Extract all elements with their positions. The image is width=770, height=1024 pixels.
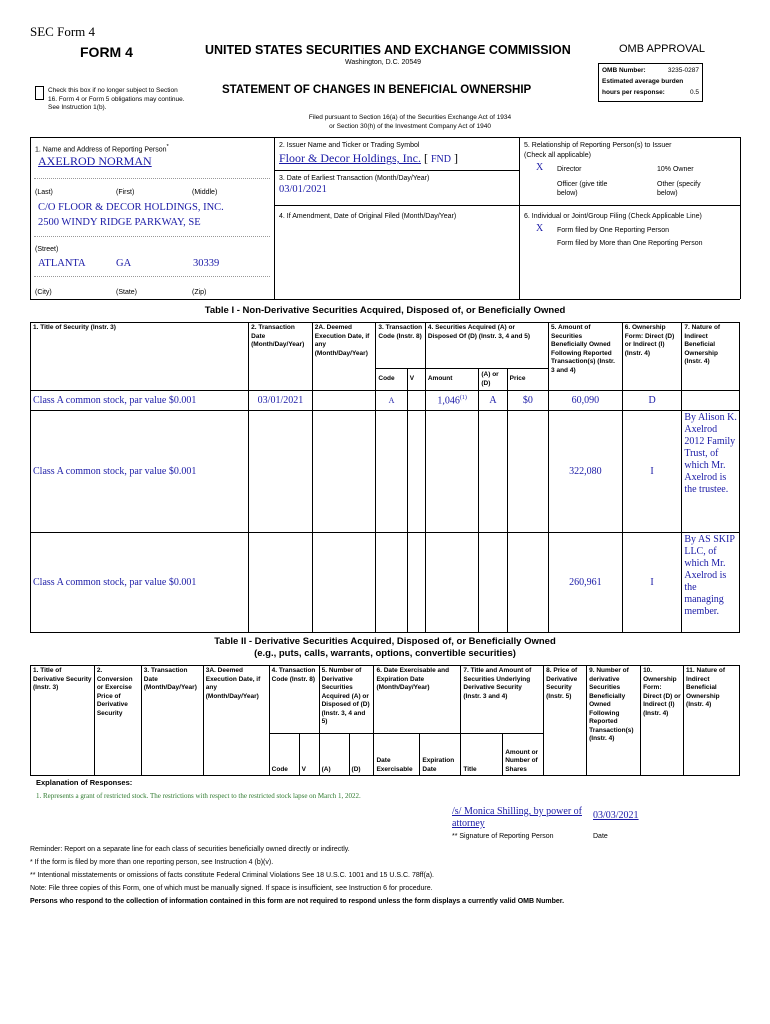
t2-h4: 4. Transaction Code (Instr. 8): [269, 666, 319, 734]
t2-title: Title: [461, 734, 503, 776]
t1-r1-amount-cell: [425, 391, 479, 411]
t1-r3-owned: 260,961: [549, 533, 623, 633]
page-label: SEC Form 4: [30, 24, 96, 39]
footnote-1: 1. Represents a grant of restricted stock. The restrictions with respect to the restricted stock lapse on March 1, 2022.: [36, 792, 361, 800]
t1-r3-empty: [479, 533, 507, 633]
t1-code: Code: [376, 369, 407, 391]
box2-label: 2. Issuer Name and Ticker or Trading Symbol: [279, 142, 420, 149]
filed-pursuant-line2: or Section 30(h) of the Investment Company Act of 1940: [329, 123, 491, 130]
omb-hours: 0.5: [689, 89, 699, 96]
checkbox-instruction: Check this box if no longer subject to Section 16. Form 4 or Form 5 obligations may continue. See Instruction 1(b).: [48, 87, 185, 111]
t1-h4: 4. Securities Acquired (A) or Disposed Of (D) (Instr. 3, 4 and 5): [425, 323, 548, 369]
divider: [30, 137, 740, 138]
t2-h2: 2. Conversion or Exercise Price of Derivative Security: [94, 666, 141, 776]
t1-r1-amount: 1,046: [437, 395, 460, 407]
agency-title: UNITED STATES SECURITIES AND EXCHANGE COMMISSION: [205, 43, 571, 57]
table2-subtitle: (e.g., puts, calls, warrants, options, convertible securities): [254, 648, 516, 659]
divider: [274, 205, 740, 206]
signature-date: 03/03/2021: [593, 810, 639, 821]
t2-amount: Amount or Number of Shares: [503, 734, 544, 776]
t2-h7: 7. Title and Amount of Securities Underlying Derivative Security (Instr. 3 and 4): [461, 666, 544, 734]
t1-r2-owned: 322,080: [549, 411, 623, 533]
t1-r3-nature: By AS SKIP LLC, of which Mr. Axelrod is the managing member.: [682, 533, 740, 633]
state-value: GA: [116, 258, 132, 269]
agency-city: Washington, D.C. 20549: [345, 59, 422, 66]
table1-title: Table I - Non-Derivative Securities Acquired, Disposed of, or Beneficially Owned: [204, 305, 566, 316]
footer-note-multiple: * If the form is filed by more than one reporting person, see Instruction 4 (b)(v).: [30, 859, 274, 866]
t2-h9: 9. Number of derivative Securities Beneficially Owned Following Reported Transaction(s) (Instr. 4): [587, 666, 641, 776]
t1-r2-nature: By Alison K. Axelrod 2012 Family Trust, of which Mr. Axelrod is the trustee.: [682, 411, 740, 533]
divider: [274, 137, 275, 299]
t2-h3: 3. Transaction Date (Month/Day/Year): [141, 666, 203, 776]
form-title: FORM 4: [80, 44, 133, 60]
state-label: (State): [116, 289, 138, 296]
t1-r1-deemed: [312, 391, 376, 411]
footer-omb-notice: Persons who respond to the collection of information contained in this form are not required to respond unless the form displays a currently valid OMB Number.: [30, 898, 565, 905]
t1-r2-empty: [407, 411, 425, 533]
omb-title: OMB APPROVAL: [619, 43, 705, 55]
officer-label: Officer (give title below): [557, 181, 608, 197]
ticker-bracket-open: [: [423, 151, 428, 165]
name-line: [34, 178, 270, 179]
box1-label: [35, 143, 169, 154]
filed-pursuant-line1: Filed pursuant to Section 16(a) of the Securities Exchange Act of 1934: [308, 114, 512, 121]
t1-r3-title: Class A common stock, par value $0.001: [31, 533, 249, 633]
signature-date-label: Date: [593, 833, 608, 840]
t1-price: Price: [507, 369, 548, 391]
divider: [274, 170, 519, 171]
zip-value: 30339: [193, 258, 220, 269]
t1-r2-empty: [312, 411, 376, 533]
t2-h3a: 3A. Deemed Execution Date, if any (Month/Day/Year): [203, 666, 269, 776]
t1-r3-empty: [312, 533, 376, 633]
divider: [740, 137, 741, 299]
statement-title: STATEMENT OF CHANGES IN BENEFICIAL OWNERSHIP: [222, 84, 532, 96]
t1-h6: 6. Ownership Form: Direct (D) or Indirect (I) (Instr. 4): [622, 323, 682, 391]
t1-r1-title: Class A common stock, par value $0.001: [31, 391, 249, 411]
footer-reminder: Reminder: Report on a separate line for each class of securities beneficially owned directly or indirectly.: [30, 846, 350, 853]
t1-r2-empty: [507, 411, 548, 533]
address-line2: 2500 WINDY RIDGE PARKWAY, SE: [38, 217, 201, 228]
other-label: Other (specify below): [657, 181, 701, 197]
table2: [30, 665, 740, 776]
t1-h1: 1. Title of Security (Instr. 3): [31, 323, 249, 391]
one-person-check[interactable]: X: [536, 223, 544, 234]
first-label: (First): [116, 189, 135, 196]
t1-r1-price: $0: [507, 391, 548, 411]
t1-r2-empty: [479, 411, 507, 533]
t2-h6: 6. Date Exercisable and Expiration Date (Month/Day/Year): [374, 666, 461, 734]
t1-r3-form: I: [622, 533, 682, 633]
table-row: [31, 533, 740, 633]
t1-r1-owned: 60,090: [549, 391, 623, 411]
box5-sublabel: (Check all applicable): [524, 152, 591, 159]
t1-r2-empty: [249, 411, 313, 533]
t1-r3-empty: [507, 533, 548, 633]
address-line1: C/O FLOOR & DECOR HOLDINGS, INC.: [38, 202, 224, 213]
issuer-line: [279, 151, 458, 166]
table-row: [31, 391, 740, 411]
issuer-name[interactable]: Floor & Decor Holdings, Inc.: [279, 151, 421, 165]
omb-hours-label: hours per response:: [602, 89, 665, 96]
omb-number: 3235-0287: [667, 67, 699, 74]
t1-r1-footnote[interactable]: (1): [459, 394, 467, 401]
box1-label-text: 1. Name and Address of Reporting Person: [35, 146, 167, 154]
city-value: ATLANTA: [38, 258, 86, 269]
t2-v: V: [299, 734, 319, 776]
ten-pct-label: 10% Owner: [657, 166, 694, 173]
t1-r3-empty: [249, 533, 313, 633]
divider: [30, 137, 31, 299]
t2-d: (D): [349, 734, 374, 776]
t1-v: V: [407, 369, 425, 391]
omb-number-label: OMB Number:: [602, 67, 646, 74]
omb-box: [598, 63, 703, 102]
t1-r1-v: [407, 391, 425, 411]
t1-h2: 2. Transaction Date (Month/Day/Year): [249, 323, 313, 391]
address-line: [34, 236, 270, 237]
t1-r3-empty: [407, 533, 425, 633]
signature-label: ** Signature of Reporting Person: [452, 833, 554, 840]
t1-r1-code: A: [376, 391, 407, 411]
ticker-bracket-close: ]: [454, 151, 458, 165]
ticker-symbol: FND: [430, 154, 451, 165]
earliest-transaction-date: 03/01/2021: [279, 184, 327, 195]
t2-date-exercisable: Date Exercisable: [374, 734, 420, 776]
t1-h2a: 2A. Deemed Execution Date, if any (Month/Day/Year): [312, 323, 376, 391]
omb-burden-label: Estimated average burden: [602, 78, 684, 85]
t1-amount: Amount: [425, 369, 479, 391]
table-row: [31, 411, 740, 533]
no-longer-subject-checkbox[interactable]: [35, 86, 44, 100]
t1-h3: 3. Transaction Code (Instr. 8): [376, 323, 425, 369]
t1-r1-form: D: [622, 391, 682, 411]
city-label: (City): [35, 289, 52, 296]
t1-r2-empty: [376, 411, 407, 533]
t1-r1-date: 03/01/2021: [249, 391, 313, 411]
t2-code: Code: [269, 734, 299, 776]
t1-h5: 5. Amount of Securities Beneficially Owned Following Reported Transaction(s) (Instr. 3 and 4): [549, 323, 623, 391]
t2-h1: 1. Title of Derivative Security (Instr. 3): [31, 666, 95, 776]
t1-ad: (A) or (D): [479, 369, 507, 391]
box4-label: 4. If Amendment, Date of Original Filed (Month/Day/Year): [279, 213, 457, 220]
t1-r2-form: I: [622, 411, 682, 533]
table2-title: Table II - Derivative Securities Acquired, Disposed of, or Beneficially Owned: [214, 636, 556, 647]
t1-h7: 7. Nature of Indirect Beneficial Ownership (Instr. 4): [682, 323, 740, 391]
street-label: (Street): [35, 246, 59, 253]
one-person-label: Form filed by One Reporting Person: [557, 227, 670, 234]
t1-r2-empty: [425, 411, 479, 533]
t1-r1-ad: A: [479, 391, 507, 411]
reporting-person-name[interactable]: AXELROD NORMAN: [38, 154, 152, 168]
box1-asterisk: *: [166, 144, 169, 150]
explanation-label: Explanation of Responses:: [36, 778, 133, 787]
t2-h10: 10. Ownership Form: Direct (D) or Indirect (I) (Instr. 4): [641, 666, 684, 776]
signature: /s/ Monica Shilling, by power of attorney: [452, 806, 582, 829]
more-person-label: Form filed by More than One Reporting Person: [557, 240, 703, 247]
box6-label: 6. Individual or Joint/Group Filing (Check Applicable Line): [524, 213, 702, 220]
table1: [30, 322, 740, 633]
t2-h8: 8. Price of Derivative Security (Instr. 5): [544, 666, 587, 776]
t2-h5: 5. Number of Derivative Securities Acquired (A) or Disposed of (D) (Instr. 3, 4 and 5): [319, 666, 374, 734]
divider: [519, 137, 520, 299]
director-check[interactable]: X: [536, 162, 544, 173]
footer-note-violations: ** Intentional misstatements or omissions of facts constitute Federal Criminal Violations See 18 U.S.C. 1001 and 15 U.S.C. 78ff(a).: [30, 872, 434, 879]
t2-h11: 11. Nature of Indirect Beneficial Ownership (Instr. 4): [684, 666, 740, 776]
t1-r3-empty: [425, 533, 479, 633]
divider: [30, 299, 740, 300]
footer-note-copies: Note: File three copies of this Form, one of which must be manually signed. If space is insufficient, see Instruction 6 for procedure.: [30, 885, 433, 892]
middle-label: (Middle): [192, 189, 218, 196]
t2-a: (A): [319, 734, 349, 776]
city-line: [34, 276, 270, 277]
last-label: (Last): [35, 189, 53, 196]
director-label: Director: [557, 166, 582, 173]
box5-label: 5. Relationship of Reporting Person(s) to Issuer: [524, 142, 672, 149]
box3-label: 3. Date of Earliest Transaction (Month/Day/Year): [279, 175, 430, 182]
zip-label: (Zip): [192, 289, 207, 296]
t1-r1-nature: [682, 391, 740, 411]
t1-r3-empty: [376, 533, 407, 633]
t1-r2-title: Class A common stock, par value $0.001: [31, 411, 249, 533]
t2-expiration-date: Expiration Date: [420, 734, 461, 776]
